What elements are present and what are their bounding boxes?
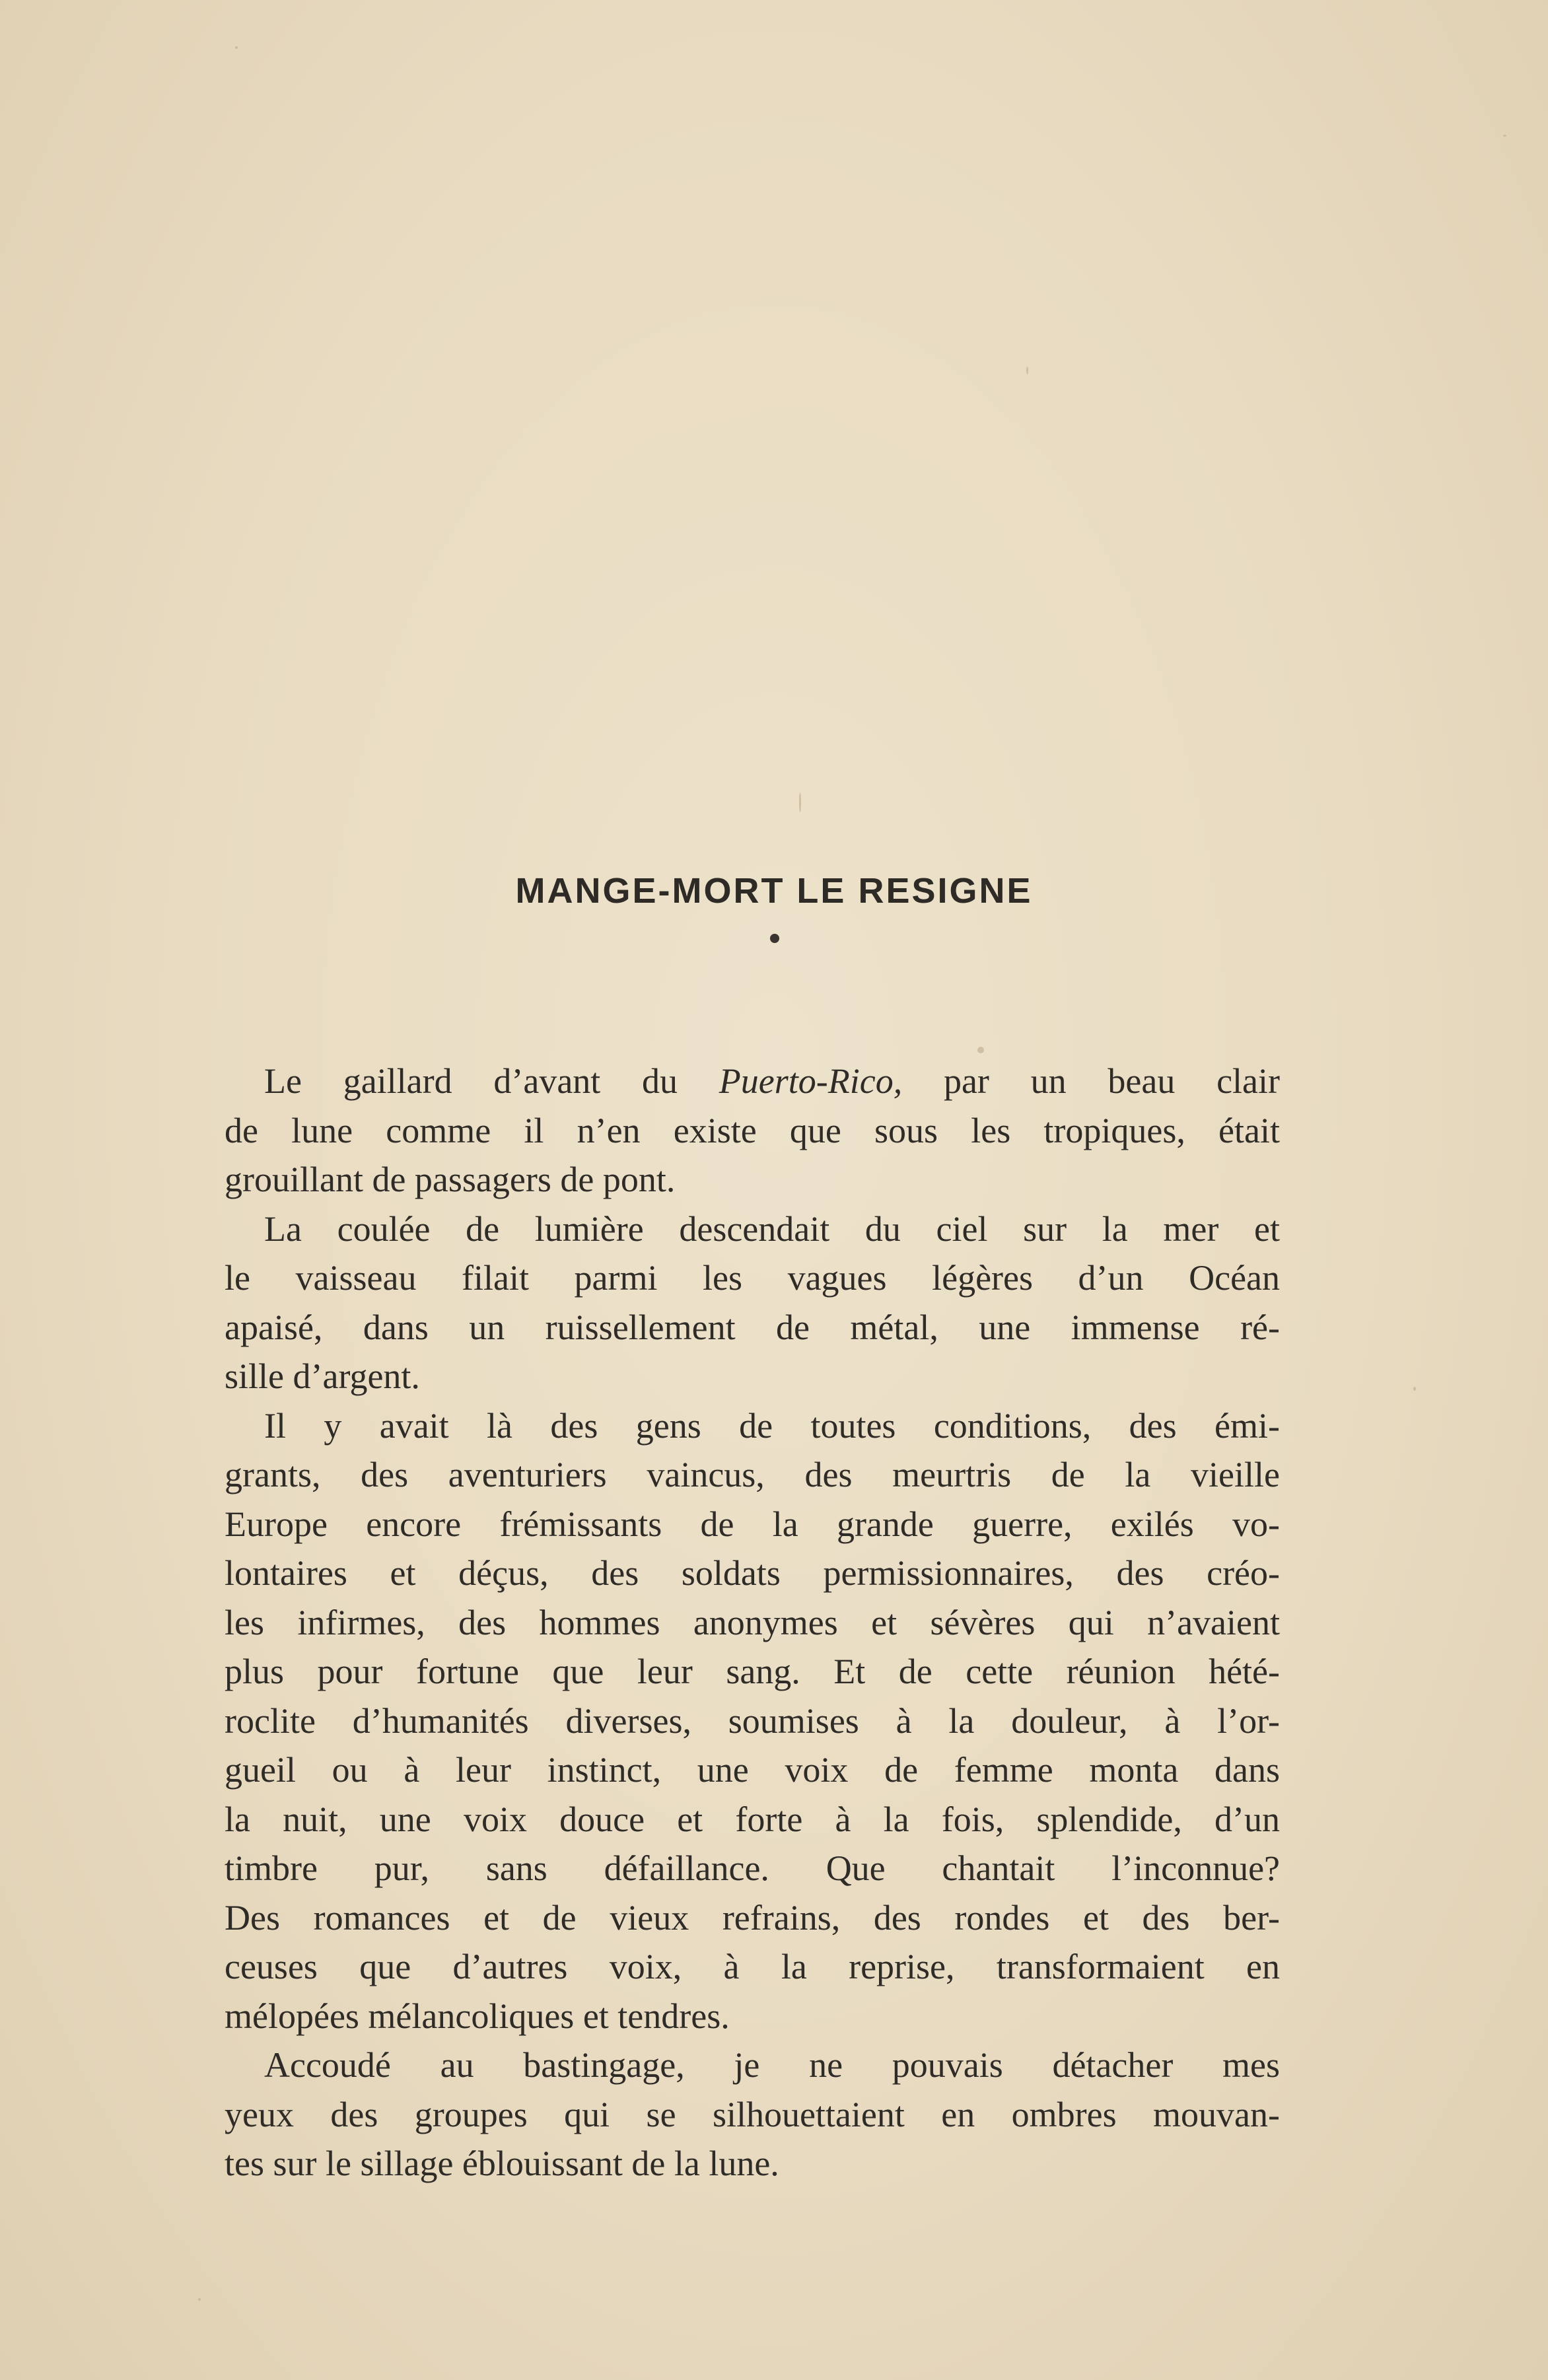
paragraph-3 xyxy=(185,1401,1280,2041)
text-line: plus pour fortune que leur sang. Et de cette réunion hété- xyxy=(225,1652,1280,1691)
paper-speck xyxy=(1503,135,1506,137)
text-line: la nuit, une voix douce et forte à la fois, splendide, d’un xyxy=(225,1799,1280,1839)
ship-name: Puerto-Rico, xyxy=(719,1061,903,1101)
paper-speck xyxy=(235,46,238,49)
text-line: Des romances et de vieux refrains, des rondes et des ber- xyxy=(225,1897,1280,1938)
text-line: grouillant de passagers de pont. xyxy=(225,1160,676,1199)
text-line xyxy=(185,1057,1280,1106)
paragraph-2 xyxy=(185,1205,1280,1401)
text-line: grants, des aventuriers vaincus, des meurtris de la vieille xyxy=(225,1455,1280,1494)
paragraph-4 xyxy=(185,2041,1280,2188)
text-line: Accoudé au bastingage, je ne pouvais détacher mes xyxy=(264,2045,1280,2085)
text-segment: Le gaillard d’avant du xyxy=(264,1061,719,1101)
text-line: ceuses que d’autres voix, à la reprise, transformaient en xyxy=(225,1947,1280,1986)
paragraph-1 xyxy=(185,1057,1280,1205)
chapter-body xyxy=(185,1057,1280,2188)
text-line: gueil ou à leur instinct, une voix de femme monta dans xyxy=(225,1750,1280,1790)
paper-speck xyxy=(198,2298,201,2301)
paper-speck xyxy=(799,792,801,812)
text-line: Il y avait là des gens de toutes conditions, des émi- xyxy=(264,1405,1280,1446)
paper-speck xyxy=(1413,1387,1416,1391)
text-line: apaisé, dans un ruissellement de métal, une immense ré- xyxy=(225,1307,1280,1347)
text-line: yeux des groupes qui se silhouettaient en ombres mouvan- xyxy=(225,2094,1280,2134)
text-line: lontaires et déçus, des soldats permissionnaires, des créo- xyxy=(225,1553,1280,1593)
text-line: La coulée de lumière descendait du ciel sur la mer et xyxy=(264,1208,1280,1249)
text-line: Europe encore frémissants de la grande guerre, exilés vo- xyxy=(225,1504,1280,1544)
chapter-title: MANGE-MORT LE RESIGNE xyxy=(515,871,1033,911)
text-line: sille d’argent. xyxy=(225,1356,420,1396)
paper-speck xyxy=(1026,367,1028,374)
text-line: roclite d’humanités diverses, soumises à la douleur, à l’or- xyxy=(225,1700,1280,1741)
text-segment: par un beau clair xyxy=(902,1061,1280,1101)
text-line: de lune comme il n’en existe que sous les tropiques, était xyxy=(225,1110,1280,1150)
text-line: le vaisseau filait parmi les vagues légères d’un Océan xyxy=(225,1258,1280,1298)
text-line: les infirmes, des hommes anonymes et sévères qui n’avaient xyxy=(225,1602,1280,1642)
paper-speck xyxy=(977,1047,984,1053)
text-line: tes sur le sillage éblouissant de la lune. xyxy=(225,2144,779,2183)
title-ornament xyxy=(770,934,779,943)
text-line: mélopées mélancoliques et tendres. xyxy=(225,1996,730,2036)
text-line: timbre pur, sans défaillance. Que chantait l’inconnue? xyxy=(225,1848,1280,1888)
